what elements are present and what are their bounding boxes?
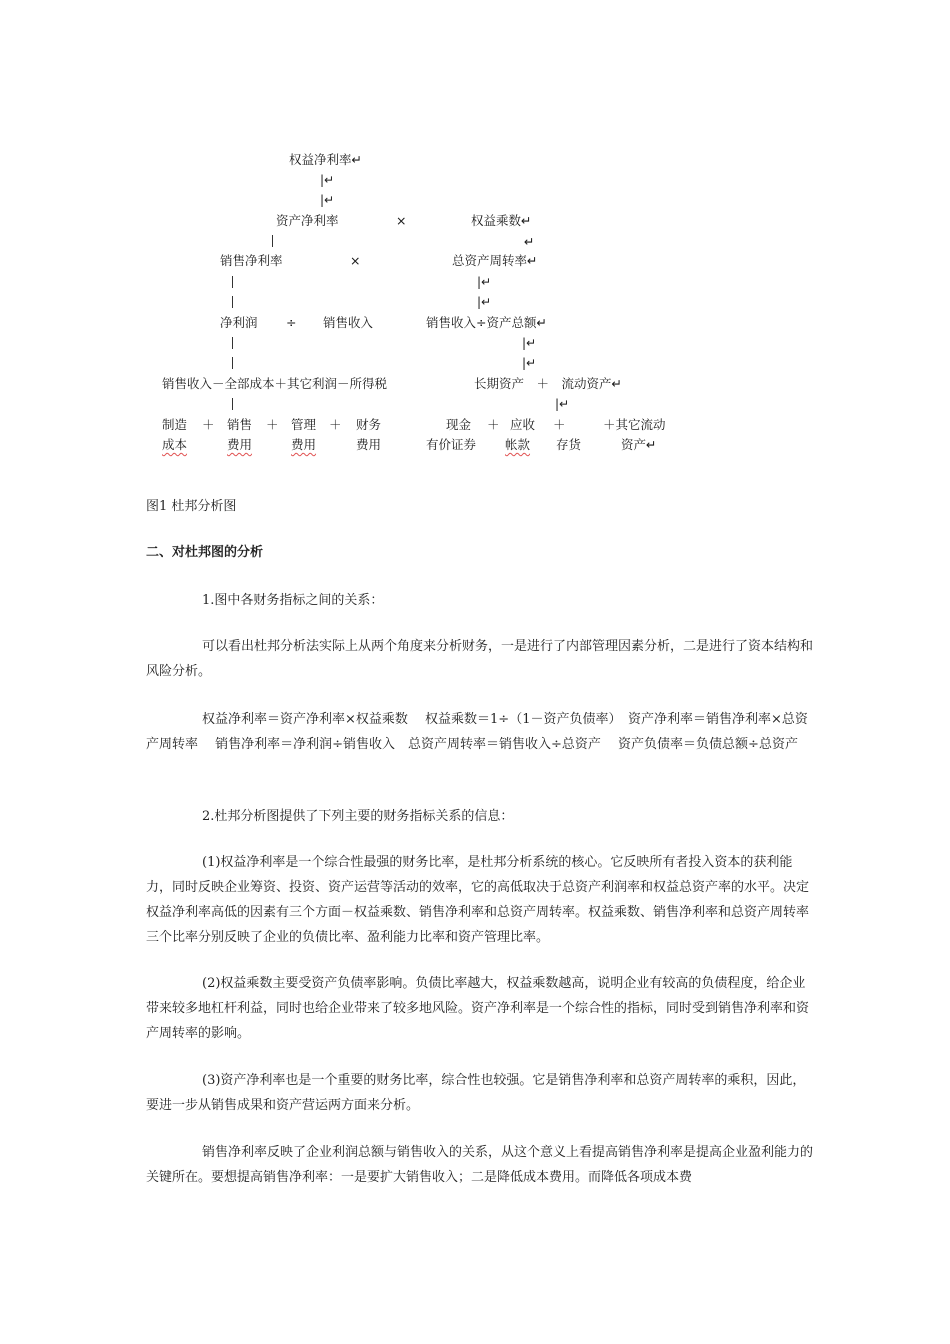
node-receivables: 应收 bbox=[510, 417, 536, 432]
connector-line bbox=[232, 398, 233, 410]
connector-line bbox=[232, 296, 233, 308]
node-cash-line2: 有价证券 bbox=[426, 437, 477, 452]
node-manufacturing-cost-line2: 成本 bbox=[162, 437, 188, 452]
node-equity-multiplier: 权益乘数↵ bbox=[471, 213, 532, 228]
paragraph-1: 1.图中各财务指标之间的关系： bbox=[202, 593, 384, 608]
node-inventory: 存货 bbox=[556, 437, 582, 452]
node-admin-expense: 管理 bbox=[291, 417, 317, 432]
return-mark: ↵ bbox=[524, 234, 535, 249]
connector-vertical: |↵ bbox=[522, 356, 537, 370]
paragraph-7: (3)资产净利率也是一个重要的财务比率，综合性也较强。它是销售净利率和总资产周转率的乘积，因此，要进一步从销售成果和资产营运两方面来分析。 bbox=[146, 1073, 806, 1113]
plus-sign: ＋ bbox=[329, 417, 342, 432]
node-receivables-line2: 帐款 bbox=[505, 437, 531, 452]
figure-caption: 图1 杜邦分析图 bbox=[146, 499, 237, 514]
node-manufacturing-cost: 制造 bbox=[162, 417, 188, 432]
node-sales-revenue: 销售收入 bbox=[323, 315, 374, 330]
node-return-on-assets: 资产净利率 bbox=[276, 213, 339, 228]
connector-vertical: |↵ bbox=[320, 173, 335, 187]
paragraph-6: (2)权益乘数主要受资产负债率影响。负债比率越大，权益乘数越高，说明企业有较高的负债程度，给企业带来较多地杠杆利益，同时也给企业带来了较多地风险。资产净利率是一个综合性的指标，同时受到销售净利率和资产周转率的影响。 bbox=[146, 976, 810, 1041]
multiply-sign: × bbox=[396, 213, 407, 228]
connector-line bbox=[232, 357, 233, 369]
node-asset-turnover: 总资产周转率↵ bbox=[452, 253, 538, 268]
connector-line bbox=[232, 337, 233, 349]
connector-vertical: |↵ bbox=[477, 295, 492, 309]
connector-vertical: |↵ bbox=[477, 275, 492, 289]
node-net-profit: 净利润 bbox=[220, 315, 258, 330]
plus-sign: ＋ bbox=[202, 417, 215, 432]
divide-sign: ÷ bbox=[286, 315, 297, 330]
connector-vertical: |↵ bbox=[555, 397, 570, 411]
connector-vertical: |↵ bbox=[522, 336, 537, 350]
paragraph-formulas: 权益净利率＝资产净利率×权益乘数 权益乘数＝1÷（1－资产负债率） 资产净利率＝销售净利率×总资产周转率 销售净利率＝净利润÷销售收入 总资产周转率＝销售收入÷总资产 资产负债率＝负债总额÷总资产 bbox=[146, 712, 808, 752]
paragraph-4: 2.杜邦分析图提供了下列主要的财务指标关系的信息： bbox=[202, 809, 514, 824]
multiply-sign: × bbox=[350, 253, 361, 268]
node-net-profit-margin: 销售净利率 bbox=[220, 253, 283, 268]
connector-vertical: |↵ bbox=[320, 193, 335, 207]
node-return-on-equity: 权益净利率↵ bbox=[289, 152, 362, 167]
node-finance-expense-line2: 费用 bbox=[356, 437, 382, 452]
connector-line bbox=[272, 235, 273, 247]
plus-sign: ＋ bbox=[266, 417, 279, 432]
node-other-current-assets-line2: 资产↵ bbox=[621, 437, 657, 452]
section-heading: 二、对杜邦图的分析 bbox=[146, 545, 264, 560]
node-turnover-formula: 销售收入÷资产总额↵ bbox=[426, 315, 547, 330]
node-admin-expense-line2: 费用 bbox=[291, 437, 317, 452]
paragraph-5: (1)权益净利率是一个综合性最强的财务比率，是杜邦分析系统的核心。它反映所有者投入资本的获利能力，同时反映企业筹资、投资、资产运营等活动的效率，它的高低取决于总资产利润率和权益总资产率的水平。决定权益净利率高低的因素有三个方面－权益乘数、销售净利率和总资产周转率。权益乘数、销售净利率和总资产周转率三个比率分别反映了企业的负债比率、盈利能力比率和资产管理比率。 bbox=[146, 855, 810, 945]
plus-sign: ＋ bbox=[553, 417, 566, 432]
plus-sign: ＋ bbox=[487, 417, 500, 432]
node-finance-expense: 财务 bbox=[356, 417, 382, 432]
node-assets-formula: 长期资产 ＋ 流动资产↵ bbox=[474, 376, 622, 391]
node-selling-expense: 销售 bbox=[227, 417, 253, 432]
paragraph-2: 可以看出杜邦分析法实际上从两个角度来分析财务，一是进行了内部管理因素分析，二是进行了资本结构和风险分析。 bbox=[146, 639, 814, 679]
node-profit-formula: 销售收入－全部成本＋其它利润－所得税 bbox=[162, 376, 388, 391]
connector-line bbox=[232, 276, 233, 288]
node-selling-expense-line2: 费用 bbox=[227, 437, 253, 452]
node-cash: 现金 bbox=[446, 417, 472, 432]
node-other-current-assets: ＋其它流动 bbox=[603, 417, 666, 432]
paragraph-8: 销售净利率反映了企业利润总额与销售收入的关系，从这个意义上看提高销售净利率是提高企业盈利能力的关键所在。要想提高销售净利率：一是要扩大销售收入；二是降低成本费用。而降低各项成本费 bbox=[146, 1145, 814, 1185]
